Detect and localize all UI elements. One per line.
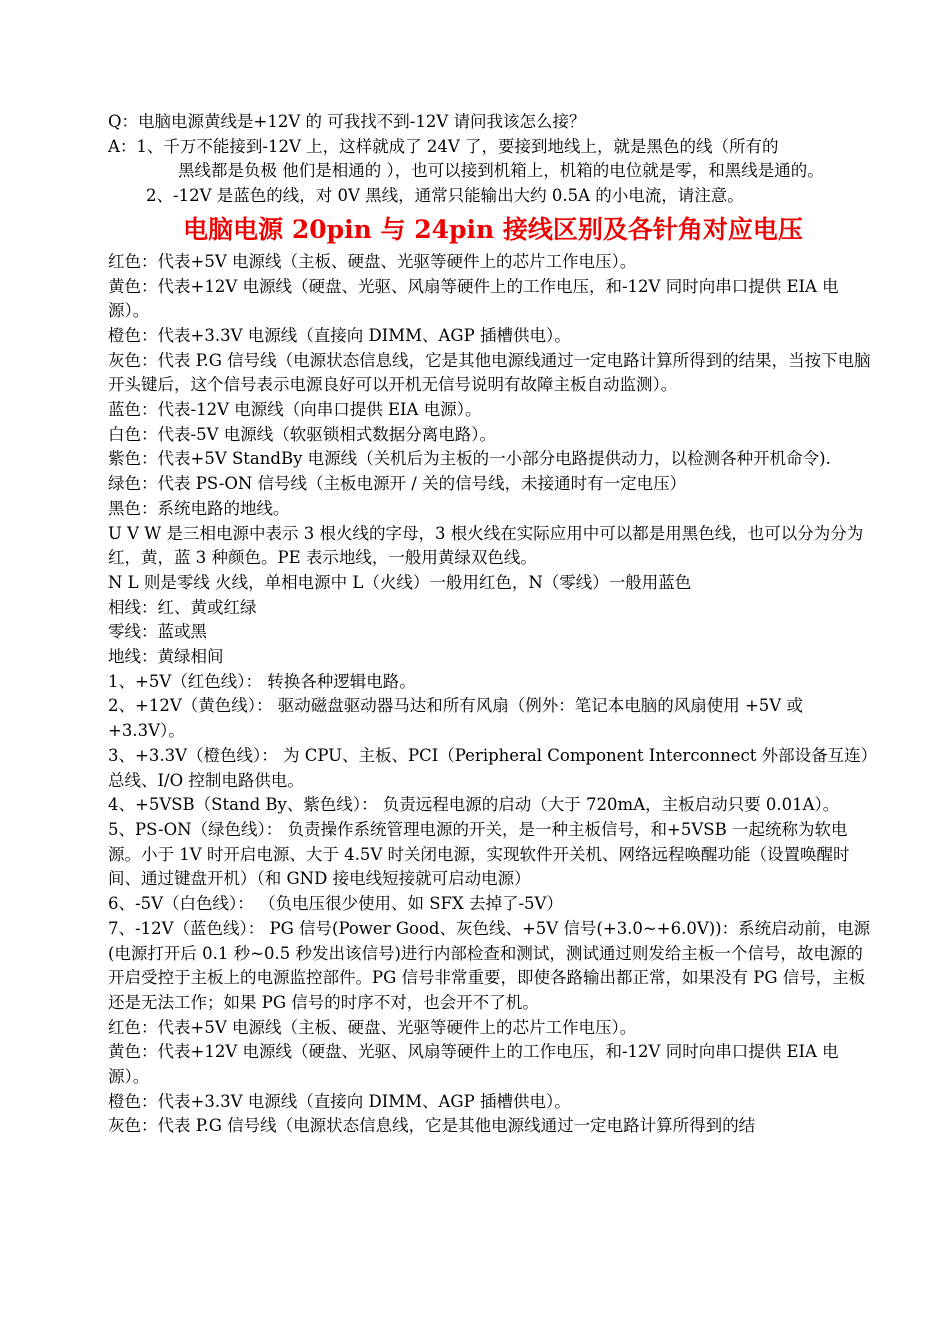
document-title: 电脑电源 20pin 与 24pin 接线区别及各针角对应电压 xyxy=(183,214,803,244)
paragraph: U V W 是三相电源中表示 3 根火线的字母，3 根火线在实际应用中可以都是用黑色线，也可以分为分为红，黄，蓝 3 种颜色。PE 表示地线，一般用黄绿双色线。 xyxy=(108,523,864,568)
paragraph: 蓝色：代表-12V 电源线（向串口提供 EIA 电源）。 xyxy=(108,400,482,420)
paragraph: 橙色：代表+3.3V 电源线（直接向 DIMM、AGP 插槽供电）。 xyxy=(108,325,571,345)
paragraph: 3、+3.3V（橙色线）： 为 CPU、主板、PCI（Peripheral Component Interconnect 外部设备互连）总线、I/O 控制电路供电。 xyxy=(108,745,878,790)
paragraph: 白色：代表-5V 电源线（软驱锁相式数据分离电路）。 xyxy=(108,424,496,444)
paragraph: 2、+12V（黄色线）： 驱动磁盘驱动器马达和所有风扇（例外：笔记本电脑的风扇使用 +5V 或+3.3V）。 xyxy=(108,696,803,741)
paragraph: 橙色：代表+3.3V 电源线（直接向 DIMM、AGP 插槽供电）。 xyxy=(108,1091,571,1111)
answer-2: 2、-12V 是蓝色的线，对 0V 黑线，通常只能输出大约 0.5A 的小电流，请注意。 xyxy=(146,186,744,206)
paragraph: 4、+5VSB（Stand By、紫色线）： 负责远程电源的启动（大于 720mA，主板启动只要 0.01A）。 xyxy=(108,795,840,815)
paragraph: N L 则是零线 火线，单相电源中 L（火线）一般用红色，N（零线）一般用蓝色 xyxy=(108,572,692,592)
question-line: Q：电脑电源黄线是+12V 的 可我找不到-12V 请问我该怎么接？ xyxy=(108,112,586,131)
answer-1-continued: 黑线都是负极 他们是相通的 ），也可以接到机箱上，机箱的电位就是零，和黑线是通的。 xyxy=(178,161,824,181)
paragraph: 灰色：代表 P.G 信号线（电源状态信息线，它是其他电源线通过一定电路计算所得到的结果，当按下电脑开头键后，这个信号表示电源良好可以开机无信号说明有故障主板自动监测）。 xyxy=(108,350,871,395)
paragraph: 黑色：系统电路的地线。 xyxy=(108,498,290,518)
paragraph: 6、-5V（白色线）： （负电压很少使用、如 SFX 去掉了-5V） xyxy=(108,894,563,914)
paragraph: 零线：蓝或黑 xyxy=(108,622,207,642)
document-page xyxy=(108,110,878,1139)
answer-1-first-line: A：1、千万不能接到-12V 上，这样就成了 24V 了，要接到地线上，就是黑色的线（所有的 xyxy=(108,136,779,156)
paragraph: 绿色：代表 PS-ON 信号线（主板电源开 / 关的信号线，未接通时有一定电压） xyxy=(108,474,687,494)
paragraph: 1、+5V（红色线）： 转换各种逻辑电路。 xyxy=(108,671,416,691)
paragraph: 5、PS-ON（绿色线）： 负责操作系统管理电源的开关，是一种主板信号，和+5VSB 一起统称为软电源。小于 1V 时开启电源、大于 4.5V 时关闭电源，实现软件开关机、网络远程唤醒功能（设置唤醒时间、通过键盘开机）（和 GND 接电线短接就可启动电源） xyxy=(108,819,850,889)
paragraph: 相线：红、黄或红绿 xyxy=(108,597,257,617)
paragraph: 黄色：代表+12V 电源线（硬盘、光驱、风扇等硬件上的工作电压，和-12V 同时向串口提供 EIA 电源）。 xyxy=(108,1042,839,1087)
paragraph: 紫色：代表+5V StandBy 电源线（关机后为主板的一小部分电路提供动力，以检测各种开机命令). xyxy=(108,449,831,469)
paragraph: 黄色：代表+12V 电源线（硬盘、光驱、风扇等硬件上的工作电压，和-12V 同时向串口提供 EIA 电源）。 xyxy=(108,276,839,321)
paragraph: 灰色：代表 P.G 信号线（电源状态信息线，它是其他电源线通过一定电路计算所得到的结 xyxy=(108,1116,756,1136)
body-paragraphs xyxy=(108,250,878,1139)
paragraph: 红色：代表+5V 电源线（主板、硬盘、光驱等硬件上的芯片工作电压）。 xyxy=(108,251,637,271)
paragraph: 7、-12V（蓝色线）： PG 信号(Power Good、灰色线、+5V 信号(+3.0~+6.0V))：系统启动前，电源(电源打开后 0.1 秒~0.5 秒发出该信号)进行内部检查和测试，测试通过则发给主板一个信号，故电源的开启受控于主板上的电源监控部件。PG 信号非常重要，即使各路输出都正常，如果没有 PG 信号，主板还是无法工作；如果 PG 信号的时序不对，也会开不了机。 xyxy=(108,918,871,1012)
paragraph: 红色：代表+5V 电源线（主板、硬盘、光驱等硬件上的芯片工作电压）。 xyxy=(108,1017,637,1037)
paragraph: 地线：黄绿相间 xyxy=(108,647,224,667)
